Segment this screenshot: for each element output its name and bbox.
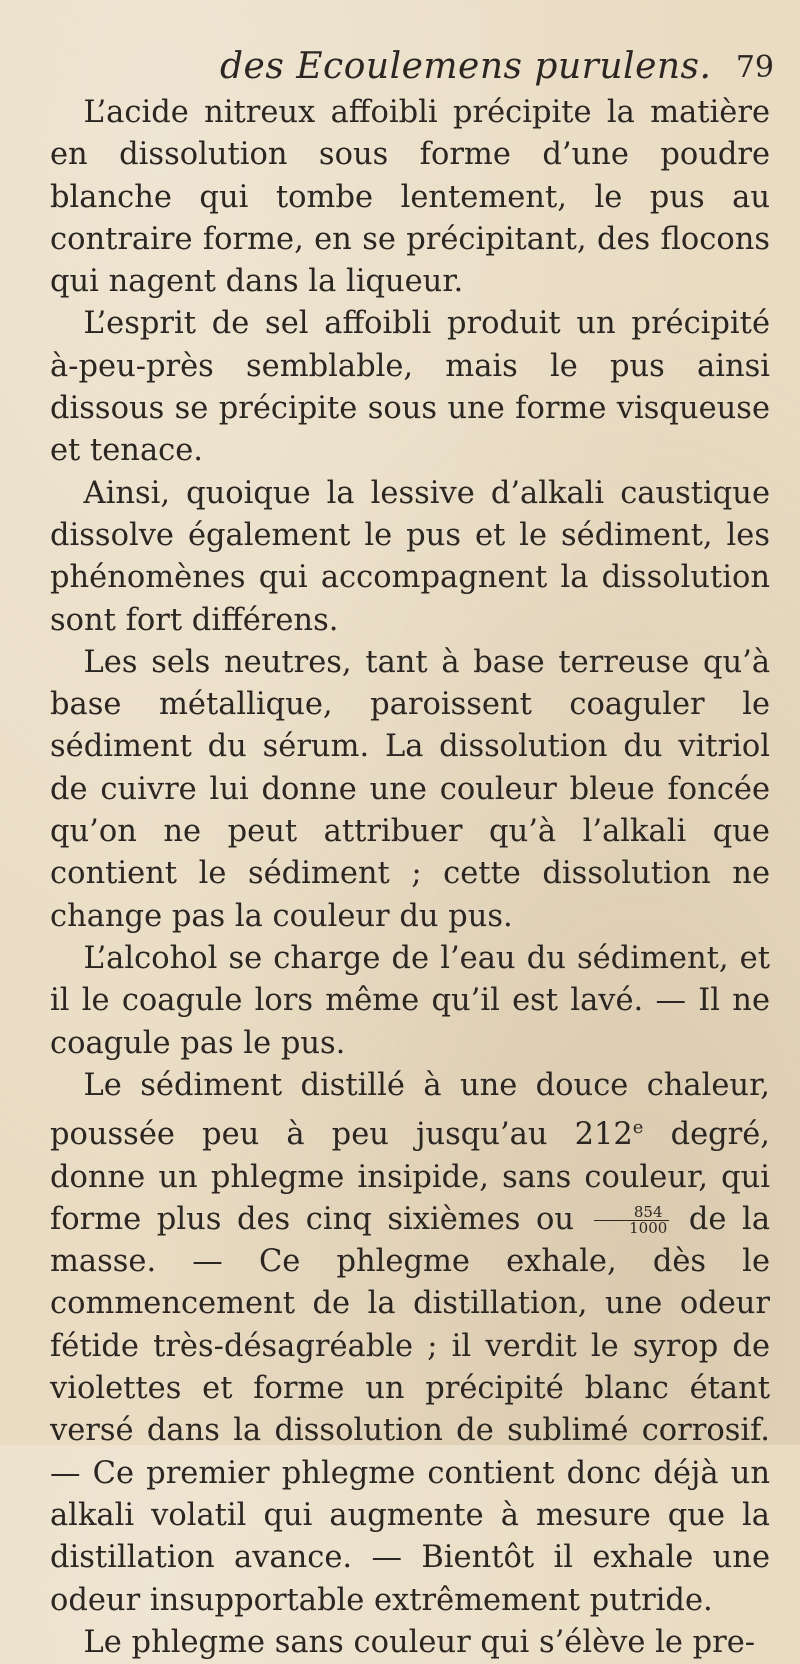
fraction-numerator: 854 xyxy=(594,1205,670,1221)
book-page xyxy=(50,28,774,1664)
paragraph xyxy=(50,1065,770,1622)
fraction-denominator: 1000 xyxy=(629,1219,668,1238)
paragraph: L’acide nitreux affoibli précipite la matière en dissolution sous forme d’une poudre blanche qui tombe lentement, le pus au contraire forme, en se précipitant, des flocons qui nagent dans la liqueur. xyxy=(50,95,770,300)
paragraph: L’esprit de sel affoibli produit un précipité à-peu-près semblable, mais le pus ainsi dissous se précipite sous une forme visqueuse et tenace. xyxy=(50,306,770,469)
degree-superscript: e xyxy=(632,1117,644,1139)
paragraph: Les sels neutres, tant à base terreuse qu’à base métallique, paroissent coaguler le sédiment du sérum. La dissolution du vitriol de cuivre lui donne une couleur bleue foncée qu’on ne peut attribuer qu’à l’alkali que contient le sédiment ; cette dissolution ne change pas la couleur du pus. xyxy=(50,644,770,934)
page-number: 79 xyxy=(735,50,774,85)
running-head xyxy=(50,28,774,88)
running-title: des Ecoulemens purulens. xyxy=(220,46,712,87)
paragraph: Le phlegme sans couleur qui s’élève le pre- xyxy=(83,1624,756,1660)
paragraph-text: de la masse. — Ce phlegme exhale, dès le commencement de la distillation, une odeur fétide très-désagréable ; il verdit le syrop de violettes et forme un précipité blanc étant versé dans la dissolution de sublimé corrosif. — Ce premier phlegme contient donc déjà un alkali volatil qui augmente à mesure que la distillation avance. — Bientôt il exhale une odeur insupportable extrêmement putride. xyxy=(50,1201,771,1618)
paragraph: Ainsi, quoique la lessive d’alkali caustique dissolve également le pus et le sédiment, les phénomènes qui accompagnent la dissolution sont fort différens. xyxy=(50,475,770,638)
paragraph-text: degré, donne un phlegme insipide, sans couleur, qui forme plus des cinq sixièmes ou xyxy=(50,1117,770,1237)
body-text xyxy=(50,92,770,1664)
paragraph: L’alcohol se charge de l’eau du sédiment, et il le coagule lors même qu’il est lavé. — Il ne coagule pas le pus. xyxy=(50,940,770,1061)
fraction xyxy=(594,1205,670,1236)
paragraph-text: Le sédiment distillé à une douce chaleur, poussée peu à peu jusqu’au 212 xyxy=(50,1067,770,1153)
